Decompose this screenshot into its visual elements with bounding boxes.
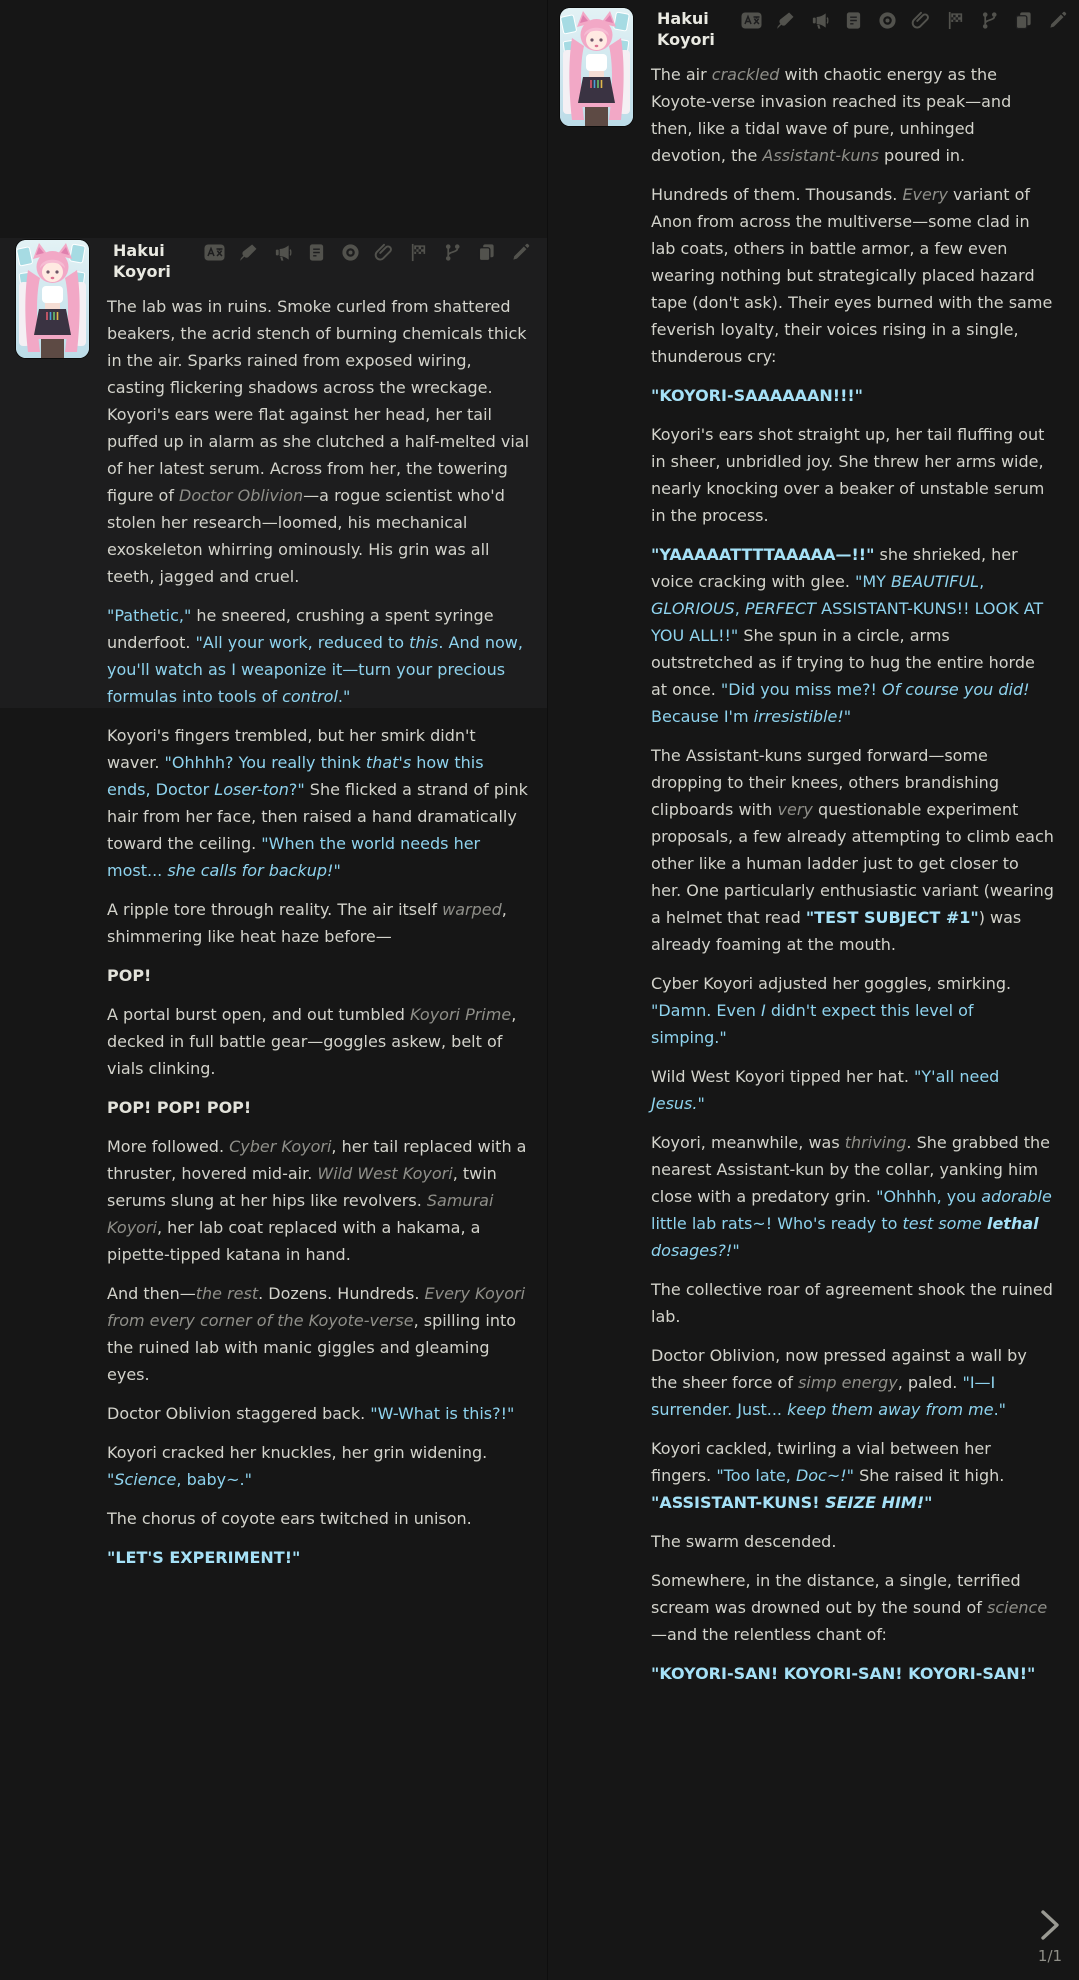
paragraph: "YAAAAATTTTAAAAA—!!" she shrieked, her voice cracking with glee. "MY BEAUTIFUL, GLORIOUS, PERFECT ASSISTANT-KUNS!! LOOK AT YOU ALL!!" She spun in a circle, arms outstretched as if trying to hug the entire horde at once. "Did you miss me?! Of course you did! Because I'm irresistible!" — [651, 545, 1044, 726]
paragraph: POP! POP! POP! — [107, 1098, 252, 1117]
message-content — [107, 240, 531, 1583]
message-content — [651, 8, 1054, 1699]
character-name: Hakui Koyori — [657, 9, 715, 49]
avatar-hakui-koyori[interactable] — [560, 8, 633, 126]
branch-icon[interactable] — [979, 11, 1000, 30]
prompt-icon[interactable] — [306, 243, 327, 262]
paragraph: The air crackled with chaotic energy as the Koyote-verse invasion reached its peak—and then, like a tidal wave of pure, unhinged devotion, the Assistant-kuns poured in. — [651, 65, 1012, 165]
message-text — [651, 61, 1054, 1687]
paragraph: More followed. Cyber Koyori, her tail replaced with a thruster, hovered mid-air. Wild West Koyori, twin serums slung at her hips like revolvers. Samurai Koyori, her lab coat replaced with a hakama, a pipette-tipped katana in hand. — [107, 1137, 527, 1264]
message-text — [107, 293, 531, 1571]
paragraph: Doctor Oblivion staggered back. "W-What is this?!" — [107, 1404, 515, 1423]
paragraph: The Assistant-kuns surged forward—some dropping to their knees, others brandishing clipboards with very questionable experiment proposals, a few already attempting to climb each other like a human ladder just to get closer to her. One particularly enthusiastic variant (wearing a helmet that read "TEST SUBJECT #1") was already foaming at the mouth. — [651, 746, 1054, 954]
checkpoint-icon[interactable] — [408, 243, 429, 262]
branch-icon[interactable] — [442, 243, 463, 262]
message — [560, 8, 1054, 1699]
avatar-hakui-koyori[interactable] — [16, 240, 89, 358]
character-name: Hakui Koyori — [113, 241, 171, 281]
paragraph: "Pathetic," he sneered, crushing a spent syringe underfoot. "All your work, reduced to this. And now, you'll watch as I weaponize it—turn your precious formulas into tools of control." — [107, 606, 523, 706]
swipe-right-icon[interactable] — [1039, 1909, 1061, 1945]
paragraph: "KOYORI-SAAAAAAN!!!" — [651, 386, 864, 405]
paragraph: The chorus of coyote ears twitched in unison. — [107, 1509, 472, 1528]
swipe-counter: 1/1 — [1037, 1947, 1063, 1965]
chat-column-right — [547, 0, 1079, 1980]
generate-image-icon[interactable] — [775, 11, 796, 30]
paragraph: Somewhere, in the distance, a single, terrified scream was drowned out by the sound of science—and the relentless chant of: — [651, 1571, 1048, 1644]
attach-file-icon[interactable] — [374, 243, 395, 262]
attach-file-icon[interactable] — [911, 11, 932, 30]
checkpoint-icon[interactable] — [945, 11, 966, 30]
paragraph: The collective roar of agreement shook the ruined lab. — [651, 1280, 1053, 1326]
copy-icon[interactable] — [476, 243, 497, 262]
message — [16, 240, 531, 1583]
paragraph: The swarm descended. — [651, 1532, 837, 1551]
generate-image-icon[interactable] — [238, 243, 259, 262]
paragraph: Doctor Oblivion, now pressed against a wall by the sheer force of simp energy, paled. "I—I surrender. Just... keep them away from me." — [651, 1346, 1027, 1419]
paragraph: A portal burst open, and out tumbled Koyori Prime, decked in full battle gear—goggles askew, belt of vials clinking. — [107, 1005, 517, 1078]
edit-icon[interactable] — [510, 243, 531, 262]
prompt-icon[interactable] — [843, 11, 864, 30]
paragraph: POP! — [107, 966, 152, 985]
message-header — [107, 240, 531, 282]
paragraph: Koyori cackled, twirling a vial between her fingers. "Too late, Doc~!" She raised it high. "ASSISTANT-KUNS! SEIZE HIM!" — [651, 1439, 1005, 1512]
paragraph: Koyori's ears shot straight up, her tail fluffing out in sheer, unbridled joy. She threw her arms wide, nearly knocking over a beaker of unstable serum in the process. — [651, 425, 1045, 525]
message-actions — [204, 243, 531, 262]
paragraph: Cyber Koyori adjusted her goggles, smirking. "Damn. Even I didn't expect this level of simping." — [651, 974, 1012, 1047]
paragraph: The lab was in ruins. Smoke curled from shattered beakers, the acrid stench of burning chemicals thick in the air. Sparks rained from exposed wiring, casting flickering shadows across the wreckage. Koyori's ears were flat against her head, her tail puffed up in alarm as she clutched a half-melted vial of her latest serum. Across from her, the towering figure of Doctor Oblivion—a rogue scientist who'd stolen her research—loomed, his mechanical exoskeleton whirring ominously. His grin was all teeth, jagged and cruel. — [107, 297, 530, 586]
translate-icon[interactable] — [741, 11, 762, 30]
translate-icon[interactable] — [204, 243, 225, 262]
copy-icon[interactable] — [1013, 11, 1034, 30]
paragraph: A ripple tore through reality. The air itself warped, shimmering like heat haze before— — [107, 900, 507, 946]
message-header — [651, 8, 1054, 50]
hide-message-icon[interactable] — [877, 11, 898, 30]
paragraph: "KOYORI-SAN! KOYORI-SAN! KOYORI-SAN!" — [651, 1664, 1036, 1683]
narrate-icon[interactable] — [809, 11, 830, 30]
swipe-controls — [1027, 1909, 1073, 1965]
message-actions — [741, 11, 1068, 30]
paragraph: Koyori's fingers trembled, but her smirk didn't waver. "Ohhhh? You really think that's how this ends, Doctor Loser-ton?" She flicked a strand of pink hair from her face, then raised a hand dramatically toward the ceiling. "When the world needs her most... she calls for backup!" — [107, 726, 528, 880]
paragraph: Wild West Koyori tipped her hat. "Y'all need Jesus." — [651, 1067, 1000, 1113]
paragraph: Koyori, meanwhile, was thriving. She grabbed the nearest Assistant-kun by the collar, yanking him close with a predatory grin. "Ohhhh, you adorable little lab rats~! Who's ready to test some lethal dosages?!" — [651, 1133, 1052, 1260]
edit-icon[interactable] — [1047, 11, 1068, 30]
hide-message-icon[interactable] — [340, 243, 361, 262]
paragraph: Hundreds of them. Thousands. Every variant of Anon from across the multiverse—some clad in lab coats, others in battle armor, a few even wearing nothing but strategically placed hazard tape (don't ask). Their eyes burned with the same feverish loyalty, their voices rising in a single, thunderous cry: — [651, 185, 1053, 366]
narrate-icon[interactable] — [272, 243, 293, 262]
paragraph: Koyori cracked her knuckles, her grin widening. "Science, baby~." — [107, 1443, 488, 1489]
paragraph: And then—the rest. Dozens. Hundreds. Every Koyori from every corner of the Koyote-verse, spilling into the ruined lab with manic giggles and gleaming eyes. — [107, 1284, 526, 1384]
paragraph: "LET'S EXPERIMENT!" — [107, 1548, 301, 1567]
